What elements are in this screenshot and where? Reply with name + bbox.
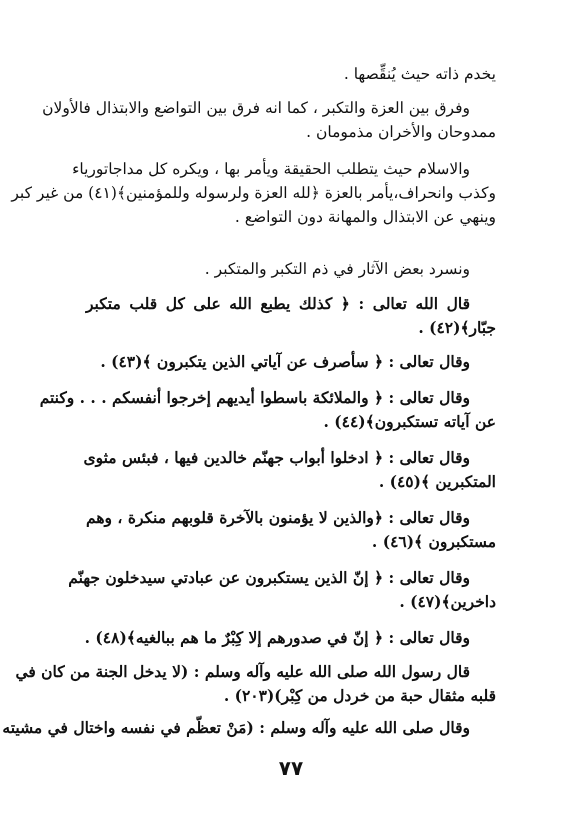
text-line: قال الله تعالى : ﴿ كذلك يطبع الله على كل قلب متكبر	[86, 294, 470, 313]
text-line: داخرين﴾(٤٧) .	[399, 592, 496, 611]
text-line: عن آياته تستكبرون﴾(٤٤) .	[323, 412, 496, 431]
text-line: وقال تعالى : ﴿والذين لا يؤمنون بالآخرة قلوبهم منكرة ، وهم	[86, 508, 470, 527]
text-line: وقال صلى الله عليه وآله وسلم : (مَنْ تعظّم في نفسه واختال في مشيته	[2, 718, 470, 737]
text-line: وفرق بين العزة والتكبر ، كما انه فرق بين التواضع والابتذال فالأولان	[42, 99, 470, 117]
text-line: ونسرد بعض الآثار في ذم التكبر والمتكبر .	[204, 260, 470, 278]
text-line: قلبه مثقال حبة من خردل من كِبْر)(٢٠٣) .	[223, 686, 496, 705]
text-line: المتكبرين ﴾(٤٥) .	[378, 472, 496, 491]
text-line: وقال تعالى : ﴿ سأصرف عن آياتي الذين يتكبرون ﴾(٤٣) .	[100, 352, 470, 371]
text-line: قال رسول الله صلى الله عليه وآله وسلم : (لا يدخل الجنة من كان في	[15, 662, 470, 681]
text-line: والاسلام حيث يتطلب الحقيقة ويأمر بها ، ويكره كل مداجاتورياء	[72, 160, 470, 178]
text-line: وينهي عن الابتذال والمهانة دون التواضع .	[234, 208, 496, 226]
text-line: وقال تعالى : ﴿ إنّ الذين يستكبرون عن عبادتي سيدخلون جهنّم	[68, 568, 470, 587]
text-line: وكذب وانحراف،يأمر بالعزة ﴿لله العزة ولرسوله وللمؤمنين﴾(٤١) من غير كبر	[11, 184, 496, 202]
text-line: جبّار﴾(٤٢) .	[418, 318, 496, 337]
text-line: وقال تعالى : ﴿ ادخلوا أبواب جهنّم خالدين فيها ، فبئس مثوى	[83, 448, 470, 467]
text-line: ممدوحان والأخران مذمومان .	[306, 123, 496, 141]
text-line: وقال تعالى : ﴿ إنّ في صدورهم إلا كِبْرٌ ما هم ببالغيه﴾(٤٨) .	[84, 628, 470, 647]
text-line: مستكبرون ﴾(٤٦) .	[371, 532, 496, 551]
text-line: وقال تعالى : ﴿ والملائكة باسطوا أيديهم إخرجوا أنفسكم . . . وكنتم	[39, 388, 470, 407]
text-line: يخدم ذاته حيث يُنقِّصها .	[343, 65, 496, 83]
page-number: ٧٧	[278, 756, 304, 780]
